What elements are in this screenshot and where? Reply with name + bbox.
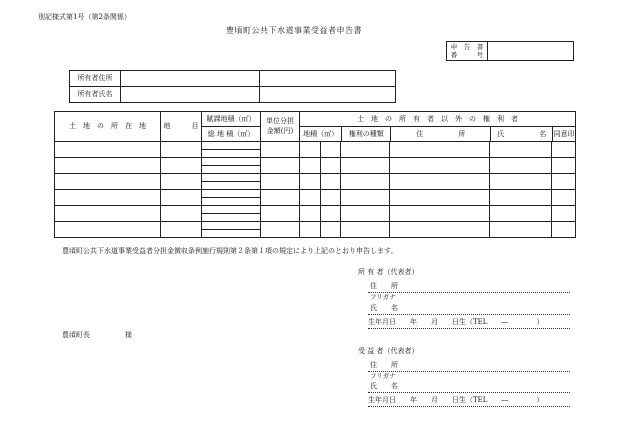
table-cell[interactable] — [490, 222, 552, 238]
table-cell[interactable] — [390, 190, 490, 206]
table-cell[interactable] — [300, 222, 321, 238]
owner-address-label-2: 住 所 — [370, 282, 398, 290]
land-table-body — [54, 141, 576, 238]
table-cell[interactable] — [490, 190, 552, 206]
table-cell[interactable] — [341, 158, 390, 174]
table-cell[interactable] — [161, 222, 202, 238]
table-cell[interactable] — [300, 206, 321, 222]
table-cell[interactable] — [202, 198, 261, 206]
header-consent: 同意印 — [553, 127, 576, 142]
owner-birth-line: 生年月日 年 月 日生（TEL ― ） — [368, 318, 544, 326]
owner-name-extra[interactable] — [260, 87, 396, 103]
table-cell[interactable] — [261, 142, 300, 158]
table-row[interactable] — [55, 190, 161, 206]
beneficiary-birth-underline[interactable] — [368, 406, 570, 407]
owner-section-heading: 所 有 者（代表者） — [358, 268, 419, 276]
beneficiary-address-label: 住 所 — [370, 361, 398, 369]
owner-name-field[interactable] — [121, 87, 260, 103]
table-cell[interactable] — [490, 158, 552, 174]
table-cell[interactable] — [341, 174, 390, 190]
table-cell[interactable] — [300, 174, 321, 190]
table-cell[interactable] — [161, 174, 202, 190]
table-cell[interactable] — [390, 142, 490, 158]
addressee: 豊頃町長 様 — [62, 331, 132, 339]
number-label: 申 告 書 番 号 — [447, 42, 488, 61]
table-cell[interactable] — [321, 142, 341, 158]
header-area: 地積（㎡） — [300, 127, 342, 142]
table-cell[interactable] — [161, 206, 202, 222]
header-rights-holders: 土 地 の 所 有 者 以 外 の 権 利 者 — [300, 112, 576, 127]
table-cell[interactable] — [161, 142, 202, 158]
table-cell[interactable] — [390, 222, 490, 238]
table-cell[interactable] — [202, 206, 261, 214]
table-cell[interactable] — [300, 142, 321, 158]
table-cell[interactable] — [261, 206, 300, 222]
header-taxable-area: 賦課地積（㎡） — [202, 112, 261, 127]
table-cell[interactable] — [390, 174, 490, 190]
header-location: 土 地 の 所 在 地 — [55, 112, 161, 142]
table-row[interactable] — [55, 222, 161, 238]
owner-birth-underline[interactable] — [368, 328, 570, 329]
table-row[interactable] — [55, 206, 161, 222]
table-cell[interactable] — [202, 150, 261, 158]
table-cell[interactable] — [552, 190, 576, 206]
table-cell[interactable] — [341, 222, 390, 238]
table-cell[interactable] — [202, 230, 261, 238]
table-cell[interactable] — [341, 142, 390, 158]
owner-address-line[interactable] — [368, 292, 570, 293]
table-row[interactable] — [55, 142, 161, 158]
table-cell[interactable] — [552, 158, 576, 174]
table-cell[interactable] — [300, 158, 321, 174]
table-cell[interactable] — [202, 166, 261, 174]
table-cell[interactable] — [300, 190, 321, 206]
table-cell[interactable] — [341, 206, 390, 222]
number-box — [446, 41, 574, 61]
table-cell[interactable] — [552, 174, 576, 190]
table-cell[interactable] — [321, 158, 341, 174]
declaration-text: 豊頃町公共下水道事業受益者分担金徴収条例施行規則第２条第１項の規定により上記のとおり申告します。 — [62, 247, 398, 255]
form-label: 別記様式第1号（第2条関係） — [38, 13, 131, 21]
table-cell[interactable] — [202, 222, 261, 230]
table-cell[interactable] — [202, 158, 261, 166]
owner-box — [69, 70, 396, 103]
owner-furigana-label: フリガナ — [370, 293, 396, 301]
beneficiary-birth-line: 生年月日 年 月 日生（TEL ― ） — [368, 396, 544, 404]
table-row[interactable] — [55, 174, 161, 190]
table-cell[interactable] — [341, 190, 390, 206]
table-cell[interactable] — [490, 206, 552, 222]
table-cell[interactable] — [261, 222, 300, 238]
page-title: 豊頃町公共下水道事業受益者申告書 — [226, 26, 362, 35]
table-cell[interactable] — [261, 190, 300, 206]
owner-name-label: 所有者氏名 — [70, 87, 121, 103]
header-land-category: 地 目 — [161, 112, 202, 142]
beneficiary-section-heading: 受 益 者（代表者） — [358, 347, 419, 355]
owner-name-line[interactable] — [368, 314, 570, 315]
beneficiary-address-line[interactable] — [368, 371, 570, 372]
table-cell[interactable] — [261, 174, 300, 190]
table-cell[interactable] — [390, 206, 490, 222]
header-right-type: 権利の種類 — [342, 127, 391, 142]
beneficiary-name-line[interactable] — [368, 392, 570, 393]
header-total-area: 総 地 積（㎡） — [202, 127, 261, 142]
owner-address-label: 所有者住所 — [70, 71, 121, 87]
table-cell[interactable] — [490, 174, 552, 190]
table-cell[interactable] — [321, 174, 341, 190]
table-cell[interactable] — [552, 142, 576, 158]
table-cell[interactable] — [202, 182, 261, 190]
header-unit-charge: 単位分担 金額(円) — [261, 112, 300, 142]
header-name: 氏 名 — [491, 127, 553, 142]
land-table-header — [54, 111, 576, 142]
owner-name-label-2: 氏 名 — [370, 304, 398, 312]
table-cell[interactable] — [202, 174, 261, 182]
owner-address-extra[interactable] — [260, 71, 396, 87]
beneficiary-name-label: 氏 名 — [370, 382, 398, 390]
header-address: 住 所 — [391, 127, 491, 142]
table-cell[interactable] — [321, 206, 341, 222]
table-cell[interactable] — [552, 206, 576, 222]
table-cell[interactable] — [202, 214, 261, 222]
table-row[interactable] — [55, 158, 161, 174]
table-cell[interactable] — [261, 158, 300, 174]
owner-address-field[interactable] — [121, 71, 260, 87]
table-cell[interactable] — [202, 142, 261, 150]
table-cell[interactable] — [552, 222, 576, 238]
number-field[interactable] — [488, 42, 574, 61]
table-cell[interactable] — [161, 190, 202, 206]
table-cell[interactable] — [161, 158, 202, 174]
table-cell[interactable] — [321, 222, 341, 238]
table-cell[interactable] — [390, 158, 490, 174]
table-cell[interactable] — [490, 142, 552, 158]
beneficiary-furigana-label: フリガナ — [370, 372, 396, 380]
table-cell[interactable] — [202, 190, 261, 198]
table-cell[interactable] — [321, 190, 341, 206]
